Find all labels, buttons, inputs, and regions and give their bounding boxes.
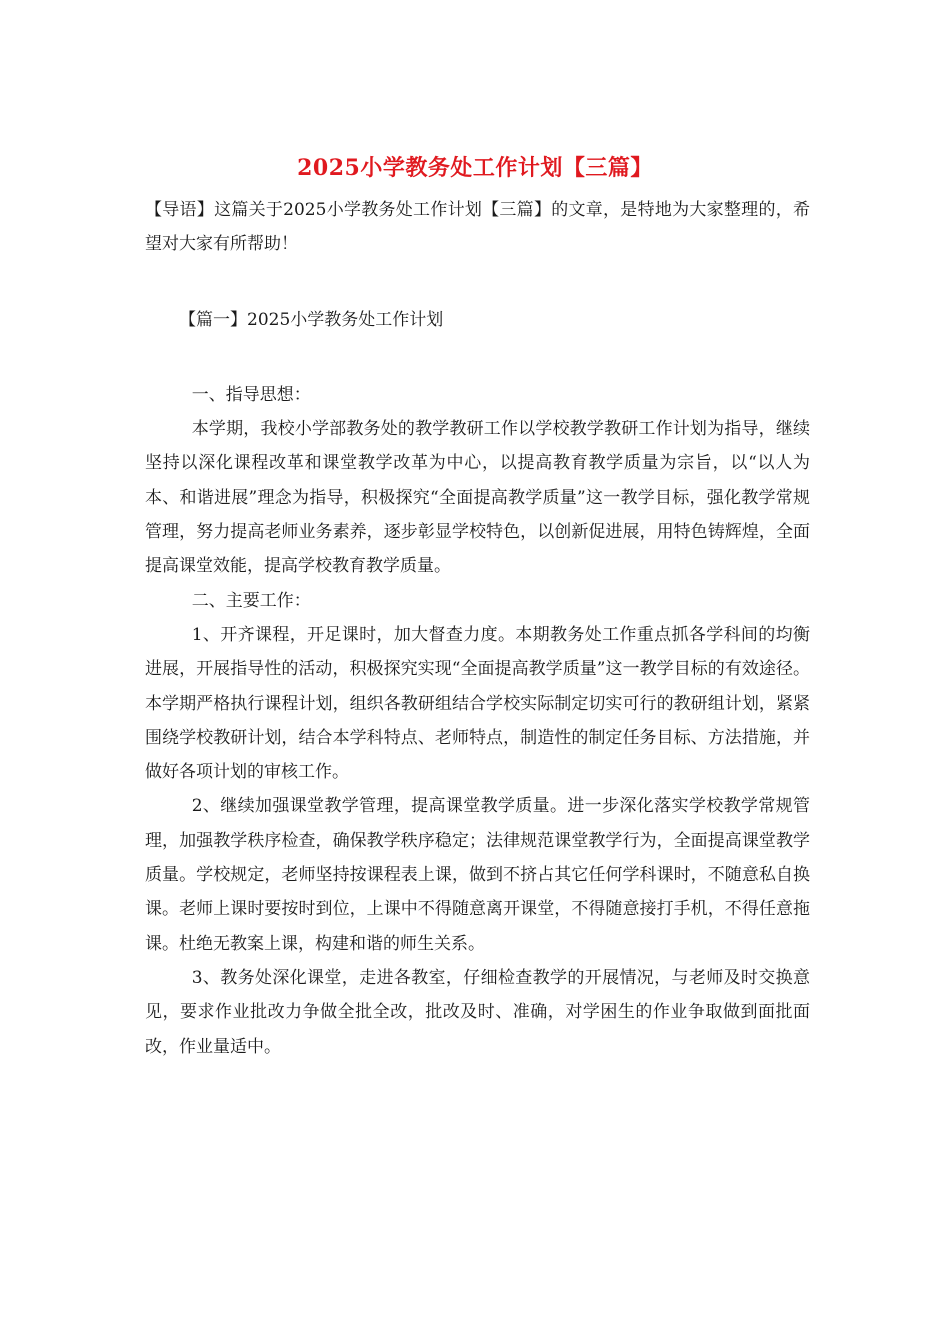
document-title: 2025小学教务处工作计划【三篇】 <box>297 155 653 181</box>
intro-paragraph: 【导语】这篇关于2025小学教务处工作计划【三篇】的文章，是特地为大家整理的，希望对大家有所帮助！ <box>145 200 810 255</box>
paragraph-guiding-thought: 本学期，我校小学部教务处的教学教研工作以学校教学教研工作计划为指导，继续坚持以深化课程改革和课堂教学改革为中心，以提高教育教学质量为宗旨，以“以人为本、和谐进展”理念为指导，积极探究“全面提高教学质量”这一教学目标，强化教学常规管理，努力提高老师业务素养，逐步彰显学校特色，以创新促进展，用特色铸辉煌，全面提高课堂效能，提高学校教育教学质量。 <box>145 419 810 577</box>
heading-main-work: 二、主要工作： <box>191 590 311 611</box>
paragraph-work-item-2: 2、继续加强课堂教学管理，提高课堂教学质量。进一步深化落实学校教学常规管理，加强教学秩序检查，确保教学秩序稳定；法律规范课堂教学行为，全面提高课堂教学质量。学校规定，老师坚持按课程表上课，做到不挤占其它任何学科课时，不随意私自换课。老师上课时要按时到位，上课中不得随意离开课堂，不得随意接打手机，不得任意拖课。杜绝无教案上课，构建和谐的师生关系。 <box>145 796 810 954</box>
section-heading: 【篇一】2025小学教务处工作计划 <box>179 309 444 330</box>
document-body <box>145 193 810 1064</box>
heading-guiding-thought: 一、指导思想： <box>191 384 311 405</box>
paragraph-work-item-1: 1、开齐课程，开足课时，加大督查力度。本期教务处工作重点抓各学科间的均衡进展，开展指导性的活动，积极探究实现“全面提高教学质量”这一教学目标的有效途径。本学期严格执行课程计划，组织各教研组结合学校实际制定切实可行的教研组计划，紧紧围绕学校教研计划，结合本学科特点、老师特点，制造性的制定任务目标、方法措施，并做好各项计划的审核工作。 <box>145 624 810 783</box>
paragraph-work-item-3: 3、教务处深化课堂，走进各教室，仔细检查教学的开展情况，与老师及时交换意见，要求作业批改力争做全批全改，批改及时、准确，对学困生的作业争取做到面批面改，作业量适中。 <box>145 967 810 1057</box>
